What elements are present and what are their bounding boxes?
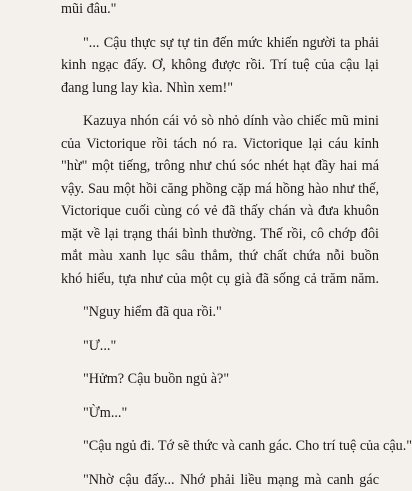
text-line: "hừ" một tiếng, trông như chú sóc nhét hạt đầy hai má	[61, 155, 379, 178]
text-line: của Victorique rồi tách nó ra. Victorique lại cáu kỉnh	[61, 133, 379, 156]
text-line: Kazuya nhón cái vỏ sò nhỏ dính vào chiếc mũ mini	[61, 110, 379, 133]
paragraph	[61, 32, 379, 100]
text-line: "Ư..."	[61, 335, 379, 358]
text-line: "Ừm..."	[61, 402, 379, 425]
text-line: kinh ngạc đấy. Ơ, không được rồi. Trí tuệ của cậu lại	[61, 54, 379, 77]
text-line: mũi đâu."	[61, 0, 379, 21]
text-line: "... Cậu thực sự tự tin đến mức khiến người ta phải	[61, 32, 379, 55]
paragraph	[61, 110, 379, 290]
paragraph	[61, 335, 379, 358]
text-line: "Hửm? Cậu buồn ngủ à?"	[61, 368, 379, 391]
text-column	[61, 0, 379, 491]
paragraph	[61, 402, 379, 425]
text-line: "Nguy hiểm đã qua rồi."	[61, 301, 379, 324]
paragraph	[61, 435, 379, 458]
text-line: mặt về lại trạng thái bình thường. Thế rồi, cô chớp đôi	[61, 223, 379, 246]
paragraph	[61, 301, 379, 324]
paragraph	[61, 469, 379, 491]
text-line: "Cậu ngủ đi. Tớ sẽ thức và canh gác. Cho trí tuệ của cậu."	[61, 435, 379, 458]
text-line: mắt màu xanh lục sâu thẳm, thứ chất chứa nỗi buồn	[61, 245, 379, 268]
text-line: vậy. Sau một hồi căng phồng cặp má hồng hào như thế,	[61, 178, 379, 201]
paragraph	[61, 368, 379, 391]
text-line: khó hiểu, tựa như của một cụ già đã sống cả trăm năm.	[61, 268, 379, 291]
paragraph	[61, 0, 379, 21]
text-line: đang lung lay kìa. Nhìn xem!"	[61, 77, 379, 100]
text-line: Victorique cuối cùng có vẻ đã thấy chán và đưa khuôn	[61, 200, 379, 223]
text-line: "Nhờ cậu đấy... Nhớ phải liều mạng mà canh gác	[61, 469, 379, 491]
